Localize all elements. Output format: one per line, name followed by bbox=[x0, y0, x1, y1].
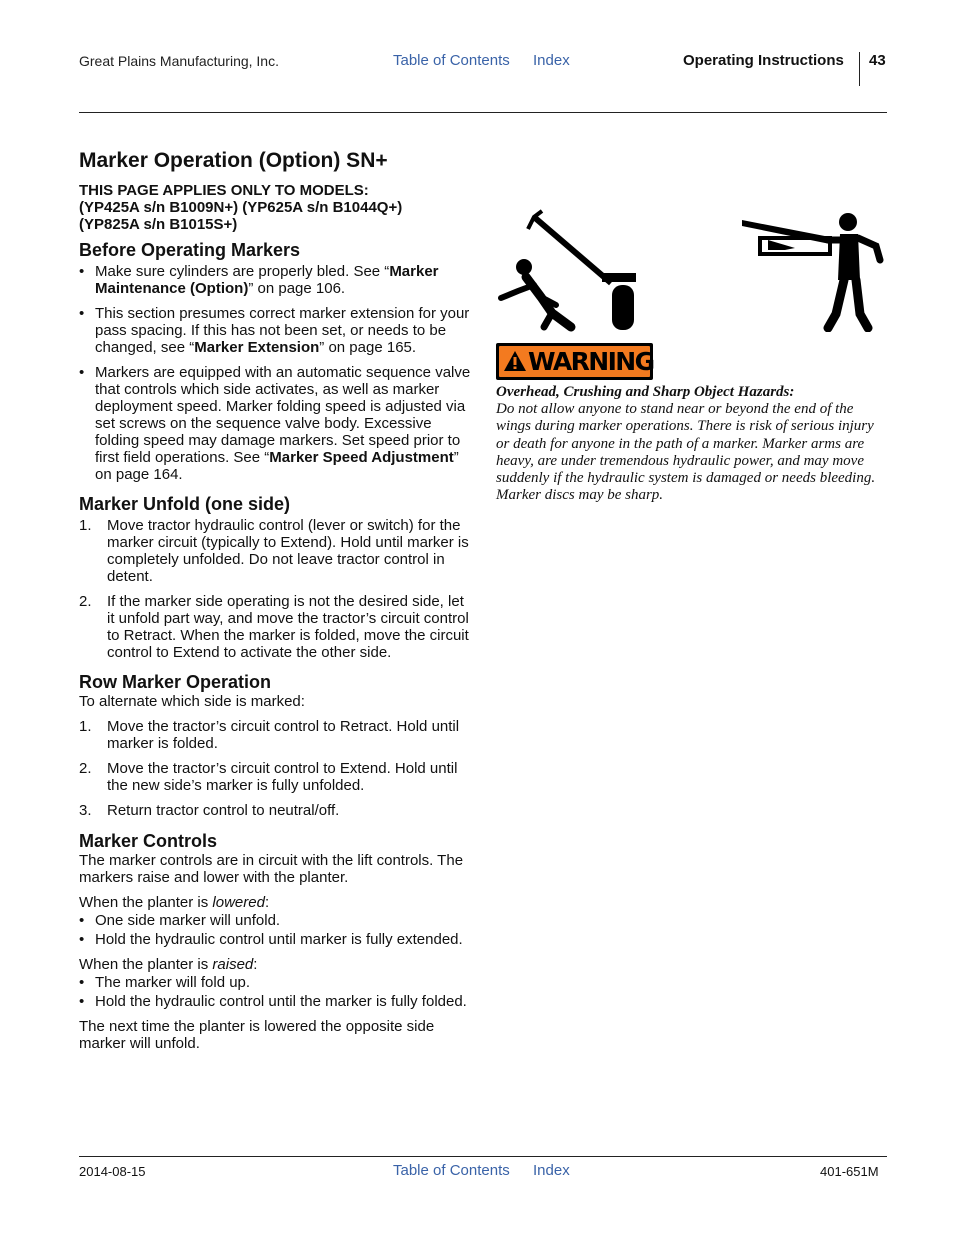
lowered-intro: When the planter is lowered: bbox=[79, 894, 270, 911]
warning-body: Do not allow anyone to stand near or beyond the end of the wings during marker operations. There is risk of serious injury or death for anyone in the path of a marker. Marker arms are heavy, are under tremendous hydraulic power, and may move suddenly if the hydraulic system is damaged or needs bleeding. Marker discs may be sharp. bbox=[496, 401, 876, 504]
controls-intro: The marker controls are in circuit with the lift controls. The markers raise and lower with the planter. bbox=[79, 852, 464, 886]
list-item: 1. Move tractor hydraulic control (lever or switch) for the marker circuit (typically to Extend). Hold until marker is completely unfolded. Do not leave tractor control in detent. bbox=[79, 517, 469, 585]
heading-row-marker-operation: Row Marker Operation bbox=[79, 672, 272, 692]
row-intro: To alternate which side is marked: bbox=[79, 693, 305, 710]
footer-date: 2014-08-15 bbox=[79, 1164, 146, 1179]
controls-closing: The next time the planter is lowered the opposite side marker will unfold. bbox=[79, 1018, 435, 1052]
list-item: • This section presumes correct marker extension for your pass spacing. If this has not been set, or needs to be changed, see “Marker Extension” on page 165. bbox=[79, 305, 470, 356]
index-link-footer[interactable]: Index bbox=[533, 1162, 570, 1179]
list-item: 2. Move the tractor’s circuit control to Extend. Hold until the new side’s marker is fully unfolded. bbox=[79, 760, 458, 794]
unfold-steps bbox=[79, 517, 474, 661]
list-item: • The marker will fold up. bbox=[79, 974, 251, 991]
heading-marker-controls: Marker Controls bbox=[79, 831, 218, 851]
main-column bbox=[79, 149, 474, 1052]
overhead-marker-hazard-icon bbox=[740, 210, 890, 332]
marker-crush-hazard-icon bbox=[496, 205, 646, 335]
list-item: 2. If the marker side operating is not the desired side, let it unfold part way, and move the tractor’s circuit control to Retract. When the marker is folded, move the circuit control to Extend to activate the other side. bbox=[79, 593, 469, 661]
list-item: 3. Return tractor control to neutral/off. bbox=[79, 802, 340, 819]
header-rule bbox=[79, 112, 887, 113]
list-item: • Hold the hydraulic control until the marker is fully folded. bbox=[79, 993, 467, 1010]
warning-label bbox=[496, 343, 653, 380]
page-title: Marker Operation (Option) SN+ bbox=[79, 149, 388, 172]
toc-link-header[interactable]: Table of Contents bbox=[393, 52, 510, 69]
applies-note bbox=[79, 182, 474, 233]
applies-line-2: (YP425A s/n B1009N+) (YP625A s/n B1044Q+) bbox=[79, 199, 403, 216]
footer-rule bbox=[79, 1156, 887, 1157]
toc-link-footer[interactable]: Table of Contents bbox=[393, 1162, 510, 1179]
warning-triangle-icon bbox=[503, 350, 527, 372]
before-list bbox=[79, 263, 474, 483]
lowered-list bbox=[79, 912, 474, 948]
header-divider bbox=[859, 52, 860, 86]
list-item: 1. Move the tractor’s circuit control to Retract. Hold until marker is folded. bbox=[79, 718, 460, 752]
page-number: 43 bbox=[869, 52, 886, 69]
section-title: Operating Instructions bbox=[683, 52, 844, 69]
company-name: Great Plains Manufacturing, Inc. bbox=[79, 53, 279, 69]
warning-label-text: WARNING bbox=[528, 347, 654, 376]
index-link-header[interactable]: Index bbox=[533, 52, 570, 69]
list-item: • One side marker will unfold. bbox=[79, 912, 281, 929]
raised-list bbox=[79, 974, 474, 1010]
heading-marker-unfold: Marker Unfold (one side) bbox=[79, 494, 291, 514]
warning-title: Overhead, Crushing and Sharp Object Hazards: bbox=[496, 384, 795, 400]
heading-before-operating: Before Operating Markers bbox=[79, 240, 301, 260]
raised-intro: When the planter is raised: bbox=[79, 956, 258, 973]
list-item: • Markers are equipped with an automatic sequence valve that controls which side activates, as well as marker deployment speed. Marker folding speed is adjusted via set screws on the sequence valve body. Excessive folding speed may damage markers. Set speed prior to first field operations. See “Marker Speed Adjustment” on page 164. bbox=[79, 364, 471, 483]
list-item: • Make sure cylinders are properly bled. See “Marker Maintenance (Option)” on page 106. bbox=[79, 263, 439, 297]
applies-line-1: THIS PAGE APPLIES ONLY TO MODELS: bbox=[79, 182, 369, 199]
document-number: 401-651M bbox=[820, 1164, 879, 1179]
list-item: • Hold the hydraulic control until marker is fully extended. bbox=[79, 931, 463, 948]
warning-label-field bbox=[499, 346, 654, 377]
row-steps bbox=[79, 718, 474, 819]
applies-line-3: (YP825A s/n B1015S+) bbox=[79, 216, 238, 233]
